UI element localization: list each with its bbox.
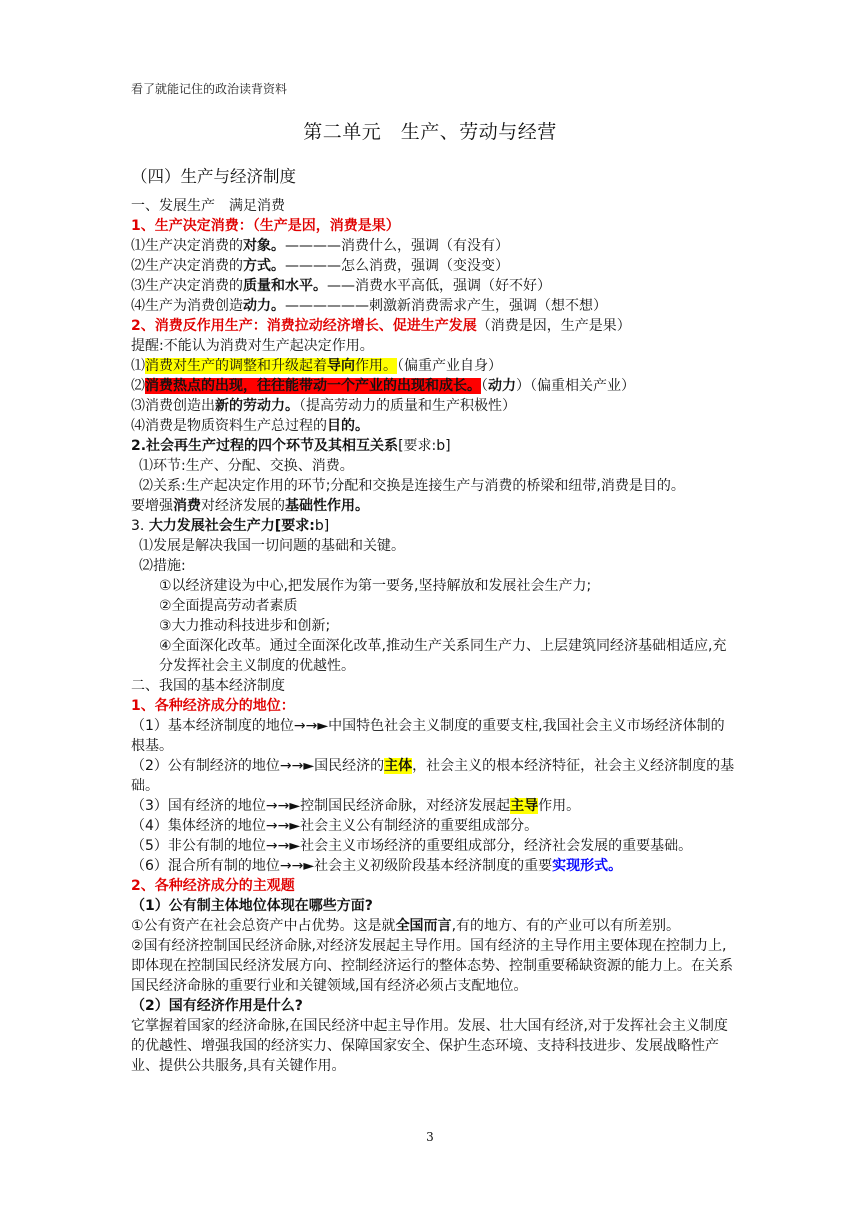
list-item: ②全面提高劳动者素质 — [159, 598, 298, 614]
list-item: （2）公有制经济的地位→→►国民经济的主体，社会主义的根本经济特征，社会主义经济制度的基础。 — [131, 758, 735, 794]
list-item: （1）基本经济制度的地位→→►中国特色社会主义制度的重要支柱,我国社会主义市场经济体制的根基。 — [131, 718, 725, 754]
list-item: （5）非公有制的地位→→►社会主义市场经济的重要组成部分，经济社会发展的重要基础。 — [131, 838, 693, 854]
point-heading: 2、消费反作用生产：消费拉动经济增长、促进生产发展（消费是因，生产是果） — [131, 318, 631, 334]
list-item: ⑵生产决定消费的方式。————怎么消费，强调（变没变） — [131, 258, 509, 274]
list-item: （3）国有经济的地位→→►控制国民经济命脉，对经济发展起主导作用。 — [131, 798, 581, 814]
list-item: ⑵关系:生产起决定作用的环节;分配和交换是连接生产与消费的桥梁和纽带,消费是目的。 — [139, 478, 685, 494]
point-heading: 2.社会再生产过程的四个环节及其相互关系[要求:b] — [131, 438, 451, 454]
unit-title: 第二单元 生产、劳动与经营 — [303, 121, 557, 143]
question: （2）国有经济作用是什么? — [131, 998, 303, 1014]
point-heading: 3. 大力发展社会生产力[要求:b] — [131, 518, 330, 534]
list-item: ⑵消费热点的出现，往往能带动一个产业的出现和成长。（动力）（偏重相关产业） — [131, 378, 635, 394]
list-item: ⑶消费创造出新的劳动力。（提高劳动力的质量和生产积极性） — [131, 398, 516, 414]
section-subtitle: （四）生产与经济制度 — [131, 167, 296, 186]
reminder: 提醒:不能认为消费对生产起决定作用。 — [131, 338, 374, 354]
list-item: ⑷生产为消费创造动力。——————刺激新消费需求产生，强调（想不想） — [131, 298, 607, 314]
question: （1）公有制主体地位体现在哪些方面? — [131, 898, 373, 914]
list-item: ⑵措施: — [139, 558, 186, 574]
answer: ②国有经济控制国民经济命脉,对经济发展起主导作用。国有经济的主导作用主要体现在控制力上,即体现在控制国民经济发展方向、控制经济运行的整体态势、控制重要稀缺资源的能力上。在关系国民经济命脉的重要行业和关键领域,国有经济必须占支配地位。 — [131, 938, 733, 994]
header-note: 看了就能记住的政治读背资料 — [131, 82, 288, 96]
list-item: ⑴环节:生产、分配、交换、消费。 — [139, 458, 354, 474]
list-item: （4）集体经济的地位→→►社会主义公有制经济的重要组成部分。 — [131, 818, 539, 834]
list-item: ⑴发展是解决我国一切问题的基础和关键。 — [139, 538, 405, 554]
point-heading: 1、生产决定消费：（生产是因，消费是果） — [131, 218, 400, 234]
list-item: （6）混合所有制的地位→→►社会主义初级阶段基本经济制度的重要实现形式。 — [131, 858, 623, 874]
list-item: ⑶生产决定消费的质量和水平。——消费水平高低，强调（好不好） — [131, 278, 551, 294]
page-number: 3 — [426, 1130, 434, 1144]
answer: ①公有资产在社会总资产中占优势。这是就全国而言,有的地方、有的产业可以有所差别。 — [131, 918, 681, 934]
list-item: ③大力推动科技进步和创新; — [159, 618, 331, 634]
list-item: ⑴生产决定消费的对象。————消费什么，强调（有没有） — [131, 238, 509, 254]
answer: 它掌握着国家的经济命脉,在国民经济中起主导作用。发展、壮大国有经济,对于发挥社会主义制度的优越性、增强我国的经济实力、保障国家安全、保护生态环境、支持科技进步、发展战略性产业、提供公共服务,具有关键作用。 — [131, 1018, 728, 1074]
list-item: ⑴消费对生产的调整和升级起着导向作用。（偏重产业自身） — [131, 358, 502, 374]
section-heading: 二、我国的基本经济制度 — [131, 678, 285, 694]
list-item: ①以经济建设为中心,把发展作为第一要务,坚持解放和发展社会生产力; — [159, 578, 592, 594]
point-heading: 1、各种经济成分的地位： — [131, 698, 295, 714]
document-body — [131, 196, 736, 1076]
section-heading: 一、发展生产 满足消费 — [131, 198, 285, 214]
point-heading: 2、各种经济成分的主观题 — [131, 878, 295, 894]
list-item: ④全面深化改革。通过全面深化改革,推动生产关系同生产力、上层建筑同经济基础相适应,充分发挥社会主义制度的优越性。 — [159, 638, 727, 674]
list-item: ⑷消费是物质资料生产总过程的目的。 — [131, 418, 369, 434]
paragraph: 要增强消费对经济发展的基础性作用。 — [131, 498, 369, 514]
